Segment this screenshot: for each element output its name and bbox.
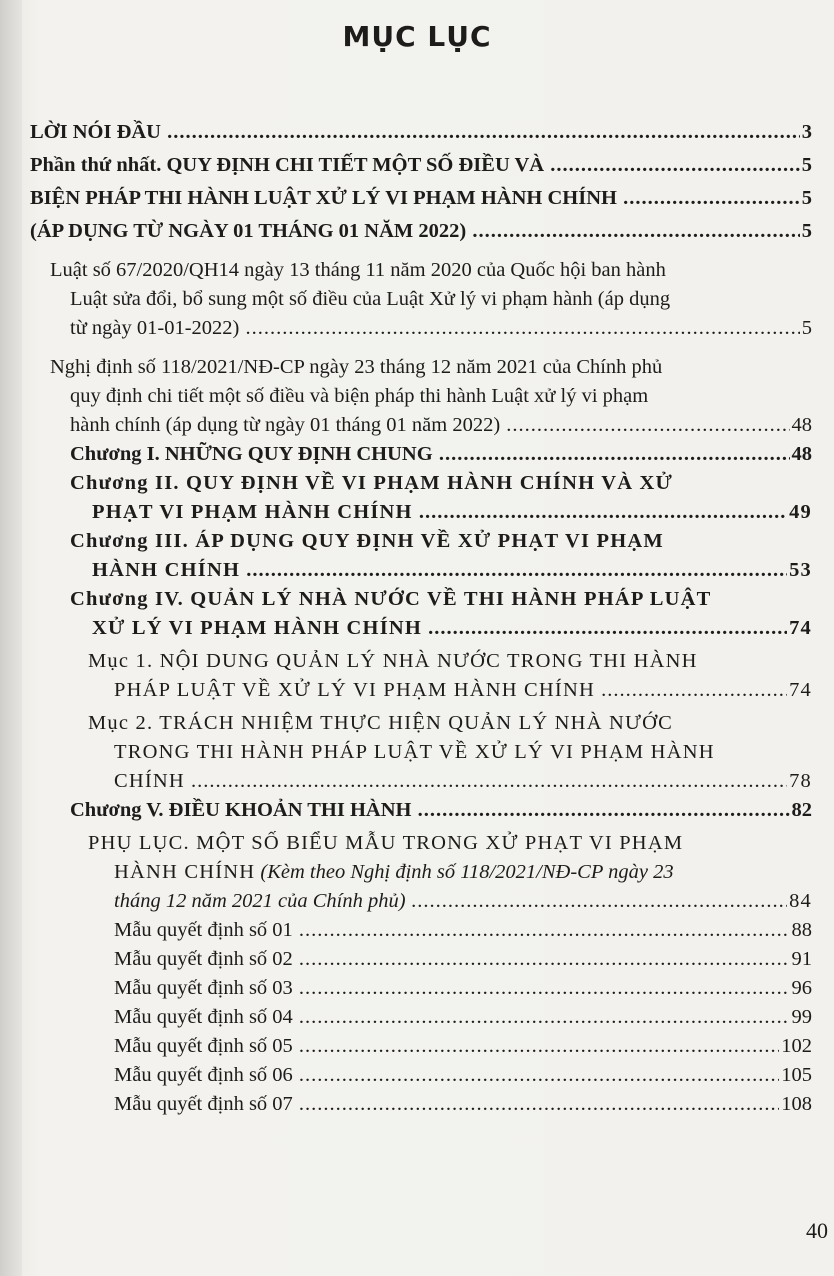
toc-entry-chapter-5[interactable] (30, 796, 812, 825)
toc-entry-line: Luật sửa đổi, bổ sung một số điều của Luật Xử lý vi phạm hành (áp dụng (70, 288, 671, 310)
toc-page-number: 78 (787, 767, 812, 796)
toc-entry-text: LỜI NÓI ĐẦU (30, 121, 161, 143)
toc-entry-form-07[interactable] (30, 1090, 812, 1119)
toc-entry-chapter-4[interactable] (30, 585, 812, 643)
toc-entry-text: HÀNH CHÍNH (92, 559, 241, 581)
toc-entry-line: quy định chi tiết một số điều và biện pháp thi hành Luật xử lý vi phạm (70, 385, 649, 407)
toc-entry-text: Mẫu quyết định số 06 (114, 1064, 293, 1086)
toc-entry-chapter-3[interactable] (30, 527, 812, 585)
toc-page-number: 49 (787, 498, 812, 527)
toc-entry-text: PHÁP LUẬT VỀ XỬ LÝ VI PHẠM HÀNH CHÍNH (114, 679, 595, 701)
toc-page-number: 5 (800, 184, 812, 213)
toc-entry-form-01[interactable] (30, 916, 812, 945)
toc-entry-appendix[interactable] (30, 829, 812, 916)
toc-page-number: 96 (790, 974, 813, 1003)
toc-page-number: 48 (790, 411, 813, 440)
toc-entry-line: TRONG THI HÀNH PHÁP LUẬT VỀ XỬ LÝ VI PHẠM HÀNH (114, 741, 715, 763)
toc-entry-text: BIỆN PHÁP THI HÀNH LUẬT XỬ LÝ VI PHẠM HÀNH CHÍNH (30, 187, 617, 209)
toc-entry-part-one[interactable] (30, 151, 812, 180)
toc-entry-text: Phần thứ nhất. QUY ĐỊNH CHI TIẾT MỘT SỐ ĐIỀU VÀ (30, 154, 545, 176)
toc-entry-text: PHẠT VI PHẠM HÀNH CHÍNH (92, 501, 413, 523)
toc-entry-line: Nghị định số 118/2021/NĐ-CP ngày 23 tháng 12 năm 2021 của Chính phủ (50, 356, 663, 378)
toc-page-number: 3 (800, 118, 812, 147)
toc-entry-form-03[interactable] (30, 974, 812, 1003)
toc-entry-line: Mục 1. NỘI DUNG QUẢN LÝ NHÀ NƯỚC TRONG THI HÀNH (88, 650, 698, 672)
toc-page-number: 74 (787, 614, 812, 643)
toc-page-number: 88 (790, 916, 813, 945)
toc-page-number: 82 (790, 796, 813, 825)
toc-entry-text: Mẫu quyết định số 03 (114, 977, 293, 999)
toc-entry-form-06[interactable] (30, 1061, 812, 1090)
toc-page-number: 53 (787, 556, 812, 585)
toc-entry-line: PHỤ LỤC. MỘT SỐ BIỂU MẪU TRONG XỬ PHẠT VI PHẠM (88, 832, 684, 854)
toc-entry-text: từ ngày 01-01-2022) (70, 317, 240, 339)
page-title: MỤC LỤC (342, 20, 492, 53)
toc-entry-section-2[interactable] (30, 709, 812, 796)
toc-entry-form-02[interactable] (30, 945, 812, 974)
toc-entry-law-67[interactable] (30, 256, 812, 343)
toc-page-number: 5 (800, 314, 812, 343)
toc-entry-text: tháng 12 năm 2021 của Chính phủ) (114, 890, 406, 912)
toc-entry-text: CHÍNH (114, 770, 185, 792)
toc-entry-text: hành chính (áp dụng từ ngày 01 tháng 01 năm 2022) (70, 414, 501, 436)
page-gutter (0, 0, 22, 1276)
toc-entry-text: Mẫu quyết định số 02 (114, 948, 293, 970)
toc-entry-line: Luật số 67/2020/QH14 ngày 13 tháng 11 năm 2020 của Quốc hội ban hành (50, 259, 666, 281)
toc-entry-text: (ÁP DỤNG TỪ NGÀY 01 THÁNG 01 NĂM 2022) (30, 220, 467, 242)
toc-page-number: 99 (790, 1003, 813, 1032)
toc-entry-decree-118[interactable] (30, 353, 812, 440)
toc-page-number: 105 (779, 1061, 812, 1090)
toc-page-number: 5 (800, 217, 812, 246)
toc-page-number: 91 (790, 945, 813, 974)
toc-entry-effective-date[interactable] (30, 217, 812, 246)
toc-entry-part-one-cont[interactable] (30, 184, 812, 213)
table-of-contents (30, 118, 812, 1119)
toc-page-number: 48 (790, 440, 813, 469)
toc-page-number: 5 (800, 151, 812, 180)
toc-page-number: 102 (779, 1032, 812, 1061)
toc-page-number: 74 (787, 676, 812, 705)
toc-entry-chapter-1[interactable] (30, 440, 812, 469)
toc-entry-text: Mẫu quyết định số 07 (114, 1093, 293, 1115)
toc-entry-section-1[interactable] (30, 647, 812, 705)
toc-entry-text: Chương V. ĐIỀU KHOẢN THI HÀNH (70, 799, 412, 821)
toc-entry-line: Chương IV. QUẢN LÝ NHÀ NƯỚC VỀ THI HÀNH PHÁP LUẬT (70, 588, 712, 610)
toc-entry-text: XỬ LÝ VI PHẠM HÀNH CHÍNH (92, 617, 423, 639)
toc-entry-line: Mục 2. TRÁCH NHIỆM THỰC HIỆN QUẢN LÝ NHÀ NƯỚC (88, 712, 674, 734)
toc-entry-text: Mẫu quyết định số 05 (114, 1035, 293, 1057)
toc-page-number: 84 (787, 887, 812, 916)
page-number: 40 (806, 1218, 828, 1243)
toc-entry-preface[interactable] (30, 118, 812, 147)
toc-entry-text: Chương I. NHỮNG QUY ĐỊNH CHUNG (70, 443, 433, 465)
toc-entry-line: HÀNH CHÍNH (Kèm theo Nghị định số 118/2021/NĐ-CP ngày 23 (114, 861, 674, 883)
toc-page-number: 108 (779, 1090, 812, 1119)
toc-entry-text: Mẫu quyết định số 04 (114, 1006, 293, 1028)
toc-entry-chapter-2[interactable] (30, 469, 812, 527)
toc-entry-form-04[interactable] (30, 1003, 812, 1032)
toc-entry-text: Mẫu quyết định số 01 (114, 919, 293, 941)
toc-entry-form-05[interactable] (30, 1032, 812, 1061)
toc-entry-line: Chương II. QUY ĐỊNH VỀ VI PHẠM HÀNH CHÍNH VÀ XỬ (70, 472, 674, 494)
toc-entry-line: Chương III. ÁP DỤNG QUY ĐỊNH VỀ XỬ PHẠT VI PHẠM (70, 530, 664, 552)
